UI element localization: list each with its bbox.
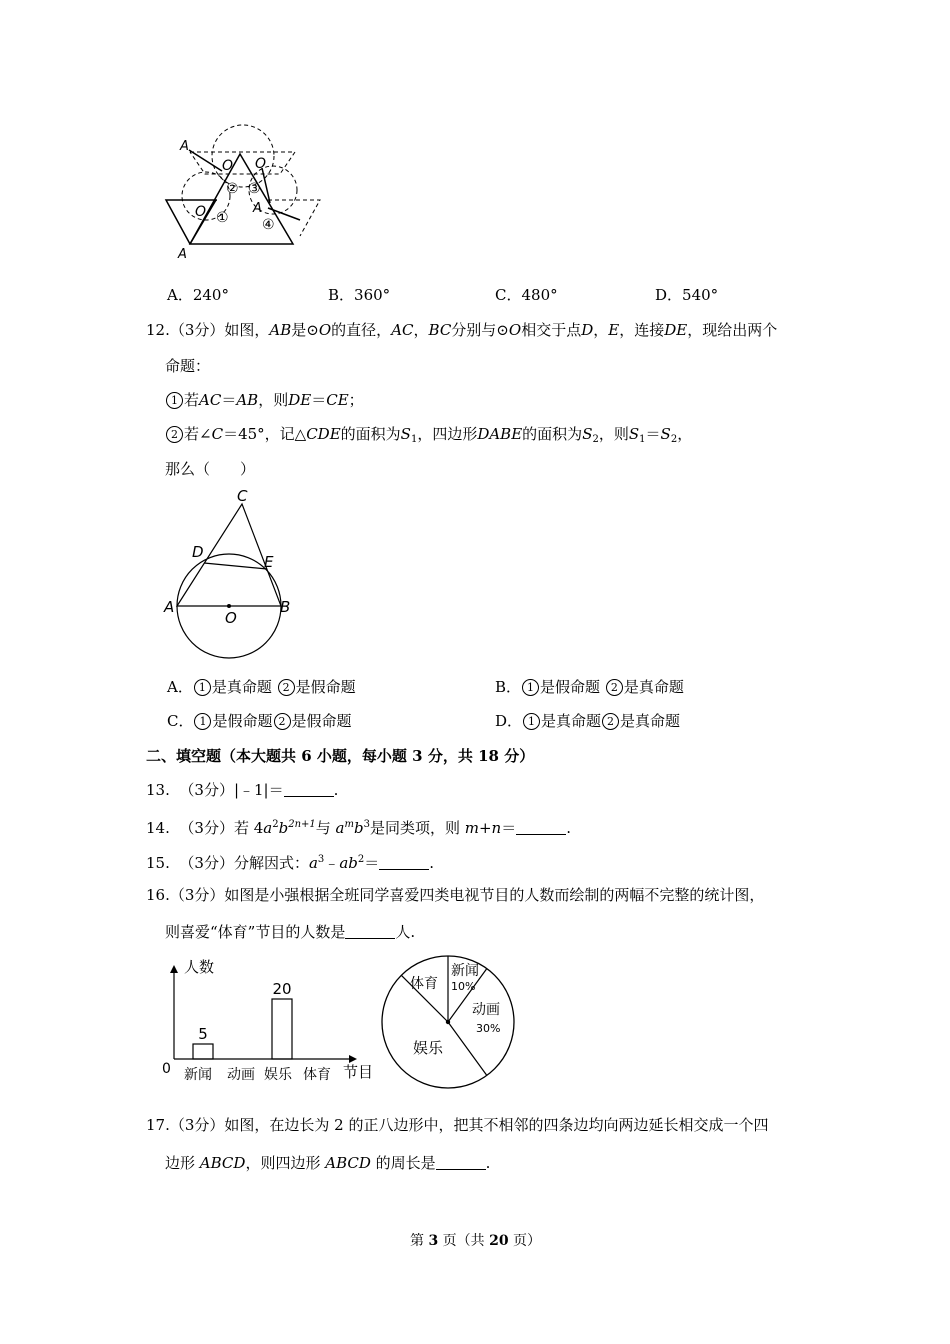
q11-label: O (222, 158, 234, 174)
q17-blank[interactable] (436, 1155, 486, 1170)
page-footer: 第 3 页（共 20 页） (410, 1233, 542, 1249)
q16-line2: 则喜爱“体育”节目的人数是 人. (165, 923, 416, 941)
q12-proposition-2: 2 若∠C＝45°，记△CDE的面积为$S_1$，四边形DABE的面积为$S_2$，则$S_1=S_2$， (165, 424, 692, 450)
bar-category: 娱乐 (264, 1067, 292, 1083)
q12-center-dot (227, 604, 231, 608)
q11-left-shape (166, 200, 217, 244)
q12-proposition-1: 1 若AC＝AB，则DE＝CE； (165, 390, 364, 410)
q17-line1: 17.（3分）如图，在边长为 2 的正八边形中，把其不相邻的四条边均向两边延长相交成一个四 (146, 1116, 769, 1134)
q12-label-e: E (264, 553, 274, 571)
q11-label: ③ (248, 181, 261, 197)
pie-value-news: 10% (451, 980, 476, 993)
q12-option-d: D． 1 是真命题 2 是真命题 (495, 712, 681, 730)
bar-新闻 (193, 1044, 213, 1059)
q12-line1: 12.（3分）如图，AB是⊙O的直径，AC，BC分别与⊙O相交于点D，E，连接DE，现给出两个 (146, 321, 778, 339)
pie-value-animation: 30% (476, 1022, 501, 1035)
q16-pie-chart (378, 952, 518, 1092)
pie-label-entertainment: 娱乐 (413, 1039, 444, 1057)
bar-category: 新闻 (184, 1067, 212, 1083)
q16-line1: 16.（3分）如图是小强根据全班同学喜爱四类电视节目的人数而绘制的两幅不完整的统计图， (146, 886, 765, 904)
q12-figure (160, 485, 300, 665)
q15-blank[interactable] (379, 855, 429, 870)
section-2-title: 二、填空题（本大题共 6 小题，每小题 3 分，共 18 分） (146, 747, 535, 765)
q11-label: A (180, 139, 189, 154)
pie-label-news: 新闻 (451, 963, 479, 979)
q16-blank[interactable] (345, 924, 395, 939)
bar-ylabel: 人数 (184, 958, 215, 976)
q11-label: ② (226, 181, 239, 197)
q12-option-c: C． 1 是假命题 2 是假命题 (167, 712, 352, 730)
q11-label: ④ (262, 217, 275, 233)
pie-center (446, 1020, 450, 1024)
q12-label-b: B (280, 598, 291, 616)
q12-label-o: O (225, 609, 237, 627)
q12-option-a: A． 1 是真命题 2 是假命题 (167, 678, 356, 696)
bar-value-label: 20 (272, 980, 292, 998)
q11-option-a: A．240° (167, 286, 229, 304)
q12-label-c: C (237, 487, 248, 505)
bar-value-label: 5 (198, 1025, 208, 1043)
pie-label-animation: 动画 (472, 1002, 500, 1018)
bar-娱乐 (272, 999, 292, 1059)
bar-category: 体育 (303, 1067, 331, 1083)
pie-label-sports: 体育 (410, 976, 438, 992)
bar-x-arrow (349, 1055, 357, 1063)
q12-line-de (204, 563, 267, 569)
q11-label: O (255, 156, 267, 172)
q12-option-b: B． 1 是假命题 2 是真命题 (495, 678, 684, 696)
q11-label: O (195, 204, 207, 220)
q13: 13. （3分）|﹣1|＝ . (146, 781, 339, 799)
q12-label-d: D (192, 543, 204, 561)
q11-label: A (253, 201, 262, 216)
bar-y-arrow (170, 965, 178, 973)
q11-label: ① (216, 210, 229, 226)
q11-line-a-top (189, 150, 222, 171)
q16-bar-chart (158, 955, 383, 1085)
q11-option-c: C．480° (495, 286, 558, 304)
q12-then: 那么（ ） (165, 460, 256, 478)
q11-option-d: D．540° (655, 286, 719, 304)
q17-line2: 边形 ABCD，则四边形 ABCD 的周长是 . (165, 1154, 491, 1172)
q13-blank[interactable] (284, 782, 334, 797)
q14: 14. （3分）若 $4a^2b^{2n+1}$与 $a^mb^3$是同类项，则 m+n＝ . (146, 819, 572, 837)
bar-category: 动画 (227, 1067, 255, 1083)
bar-xlabel: 节目 (343, 1063, 374, 1081)
q12-label-a: A (164, 598, 175, 616)
q11-label: A (178, 247, 187, 262)
q15: 15. （3分）分解因式：$a^3﹣ab^2=$ . (146, 854, 435, 872)
q14-blank[interactable] (516, 820, 566, 835)
q11-dashed-top (190, 152, 295, 174)
q11-option-b: B．360° (328, 286, 391, 304)
q11-figure (160, 118, 330, 268)
q12-line2: 命题： (165, 357, 211, 375)
bar-origin: 0 (162, 1061, 171, 1077)
q11-main-triangle (190, 154, 293, 244)
